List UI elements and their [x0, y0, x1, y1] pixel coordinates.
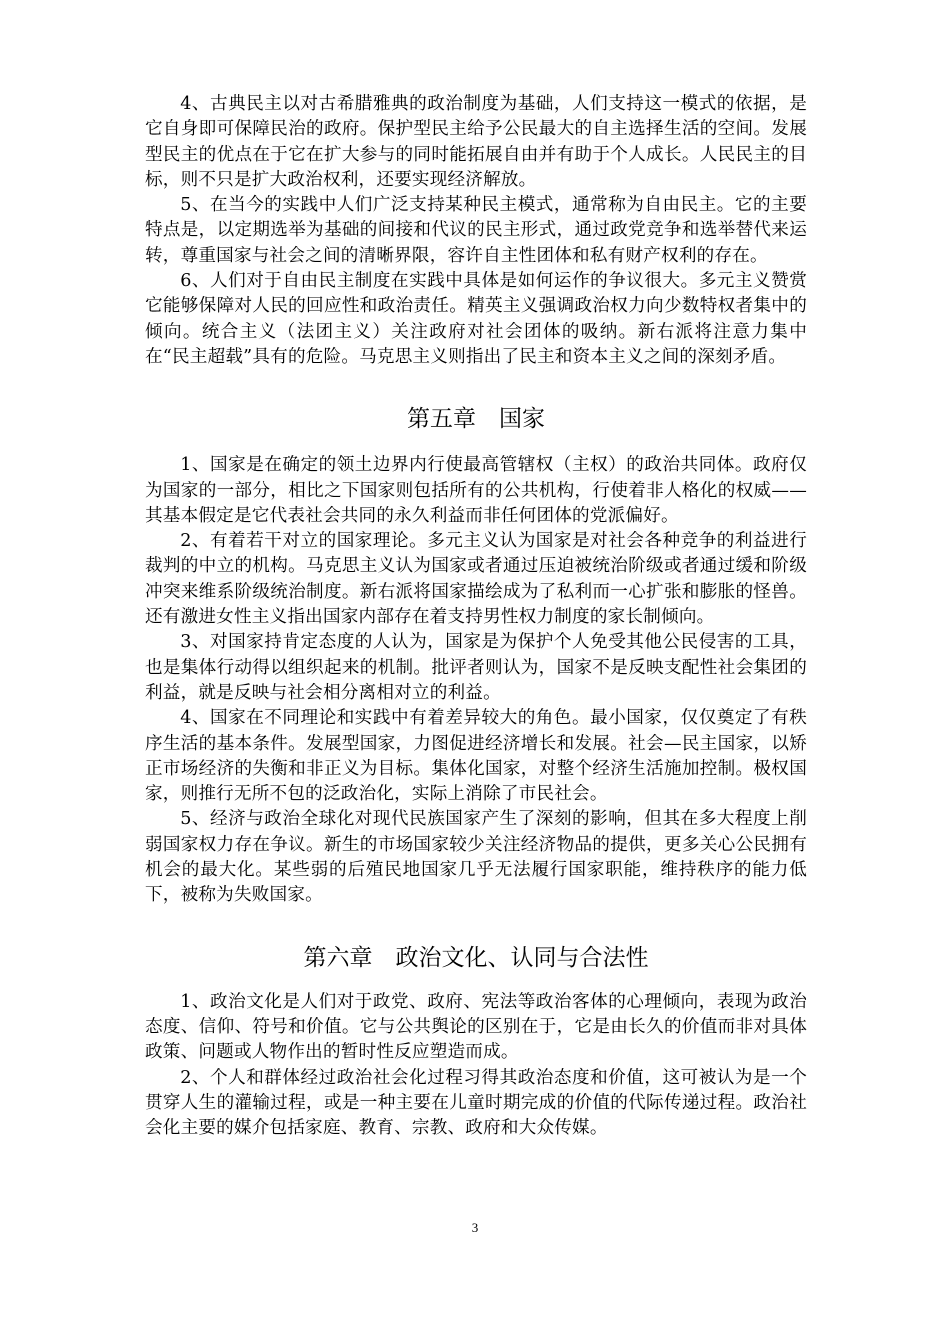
paragraph: 1、政治文化是人们对于政党、政府、宪法等政治客体的心理倾向，表现为政治态度、信仰、符号和价值。它与公共舆论的区别在于，它是由长久的价值而非对具体政策、问题或人物作出的暂时性反应塑造而成。 — [145, 991, 807, 1063]
chapter-title: 第六章 政治文化、认同与合法性 — [303, 944, 649, 971]
document-page — [145, 92, 807, 1141]
paragraph: 5、在当今的实践中人们广泛支持某种民主模式，通常称为自由民主。它的主要特点是，以定期选举为基础的间接和代议的民主形式，通过政党竞争和选举替代来运转，尊重国家与社会之间的清晰界限，容许自主性团体和私有财产权利的存在。 — [145, 195, 807, 266]
paragraph: 2、有着若干对立的国家理论。多元主义认为国家是对社会各种竞争的利益进行裁判的中立的机构。马克思主义认为国家或者通过压迫被统治阶级或者通过缓和阶级冲突来维系阶级统治制度。新右派将国家描绘成为了私利而一心扩张和膨胀的怪兽。还有激进女性主义指出国家内部存在着支持男性权力制度的家长制倾向。 — [145, 531, 807, 628]
paragraph: 4、国家在不同理论和实践中有着差异较大的角色。最小国家，仅仅奠定了有秩序生活的基本条件。发展型国家，力图促进经济增长和发展。社会—民主国家，以矫正市场经济的失衡和非正义为目标。集体化国家，对整个经济生活施加控制。极权国家，则推行无所不包的泛政治化，实际上消除了市民社会。 — [145, 708, 807, 805]
page-number: 3 — [471, 1220, 479, 1235]
chapter-four-tail — [145, 92, 807, 370]
paragraph: 1、国家是在确定的领土边界内行使最高管辖权（主权）的政治共同体。政府仅为国家的一部分，相比之下国家则包括所有的公共机构，行使着非人格化的权威——其基本假定是它代表社会共同的永久利益而非任何团体的党派偏好。 — [145, 455, 807, 526]
paragraph: 4、古典民主以对古希腊雅典的政治制度为基础，人们支持这一模式的依据，是它自身即可保障民治的政府。保护型民主给予公民最大的自主选择生活的空间。发展型民主的优点在于它在扩大参与的同时能拓展自由并有助于个人成长。人民民主的目标，则不只是扩大政治权利，还要实现经济解放。 — [145, 94, 807, 190]
paragraph: 3、对国家持肯定态度的人认为，国家是为保护个人免受其他公民侵害的工具，也是集体行动得以组织起来的机制。批评者则认为，国家不是反映支配性社会集团的利益，就是反映与社会相分离相对立的利益。 — [145, 632, 807, 703]
chapter-title: 第五章 国家 — [407, 406, 545, 433]
chapter-five-body — [145, 453, 807, 908]
chapter-six-body — [145, 990, 807, 1142]
paragraph: 2、个人和群体经过政治社会化过程习得其政治态度和价值，这可被认为是一个贯穿人生的灌输过程，或是一种主要在儿童时期完成的价值的代际传递过程。政治社会化主要的媒介包括家庭、教育、宗教、政府和大众传媒。 — [145, 1067, 807, 1139]
paragraph: 6、人们对于自由民主制度在实践中具体是如何运作的争议很大。多元主义赞赏它能够保障对人民的回应性和政治责任。精英主义强调政治权力向少数特权者集中的倾向。统合主义（法团主义）关注政府对社会团体的吸纳。新右派将注意力集中在“民主超载”具有的危险。马克思主义则指出了民主和资本主义之间的深刻矛盾。 — [145, 271, 807, 367]
paragraph: 5、经济与政治全球化对现代民族国家产生了深刻的影响，但其在多大程度上削弱国家权力存在争议。新生的市场国家较少关注经济物品的提供，更多关心公民拥有机会的最大化。某些弱的后殖民地国家几乎无法履行国家职能，维持秩序的能力低下，被称为失败国家。 — [145, 809, 807, 906]
